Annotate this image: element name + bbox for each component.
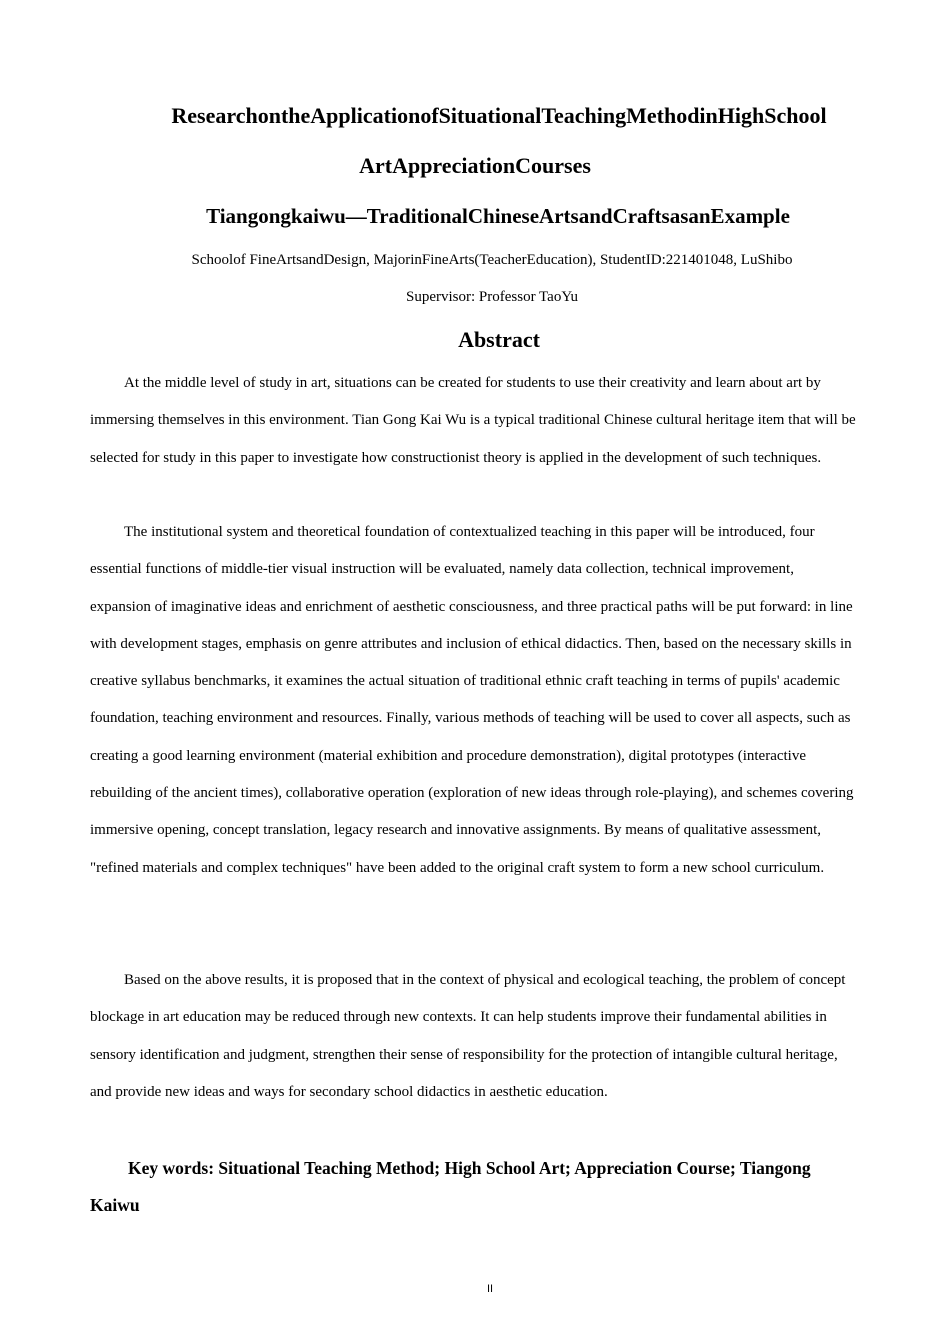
- title-line-1: ResearchontheApplicationofSituationalTeachingMethodinHighSchool: [171, 103, 827, 128]
- abstract-paragraph-3: [90, 962, 858, 1111]
- author-info: Schoolof FineArtsandDesign, MajorinFineArts(TeacherEducation), StudentID:221401048, LuShibo: [191, 252, 793, 268]
- page-number: II: [486, 1283, 494, 1295]
- title-line-2: ArtAppreciationCourses: [359, 153, 591, 178]
- supervisor-info: Supervisor: Professor TaoYu: [406, 289, 578, 305]
- paragraph-text: At the middle level of study in art, situations can be created for students to use their creativity and learn about art by immersing themselves in this environment. Tian Gong Kai Wu is a typical traditional Chinese cultural heritage item that will be selected for study in this paper to investigate how constructionist theory is applied in the development of such techniques.: [90, 375, 856, 466]
- abstract-paragraph-1: [90, 365, 858, 477]
- abstract-heading: Abstract: [458, 327, 540, 352]
- paragraph-text: Based on the above results, it is proposed that in the context of physical and ecological teaching, the problem of concept blockage in art education may be reduced through new contexts. It can help students improve their fundamental abilities in sensory identification and judgment, strengthen their sense of responsibility for the protection of intangible cultural heritage, and provide new ideas and ways for secondary school didactics in aesthetic education.: [90, 972, 846, 1100]
- abstract-paragraph-2: [90, 514, 858, 887]
- subtitle-line: Tiangongkaiwu—TraditionalChineseArtsandCraftsasanExample: [206, 204, 790, 228]
- paragraph-text: The institutional system and theoretical foundation of contextualized teaching in this paper will be introduced, four essential functions of middle-tier visual instruction will be evaluated, namely data collection, technical improvement, expansion of imaginative ideas and enrichment of aesthetic consciousness, and three practical paths will be put forward: in line with development stages, emphasis on genre attributes and inclusion of ethical didactics. Then, based on the necessary skills in creative syllabus benchmarks, it examines the actual situation of traditional ethnic craft teaching in terms of pupils' academic foundation, teaching environment and resources. Finally, various methods of teaching will be used to cover all aspects, such as creating a good learning environment (material exhibition and procedure demonstration), digital prototypes (interactive rebuilding of the ancient times), collaborative operation (exploration of new ideas through role-playing), and schemes covering immersive opening, concept translation, legacy research and innovative assignments. By means of qualitative assessment, "refined materials and complex techniques" have been added to the original craft system to form a new school curriculum.: [90, 524, 854, 876]
- keywords: Key words: Situational Teaching Method; High School Art; Appreciation Course; Tiangong Kaiwu: [90, 1158, 811, 1215]
